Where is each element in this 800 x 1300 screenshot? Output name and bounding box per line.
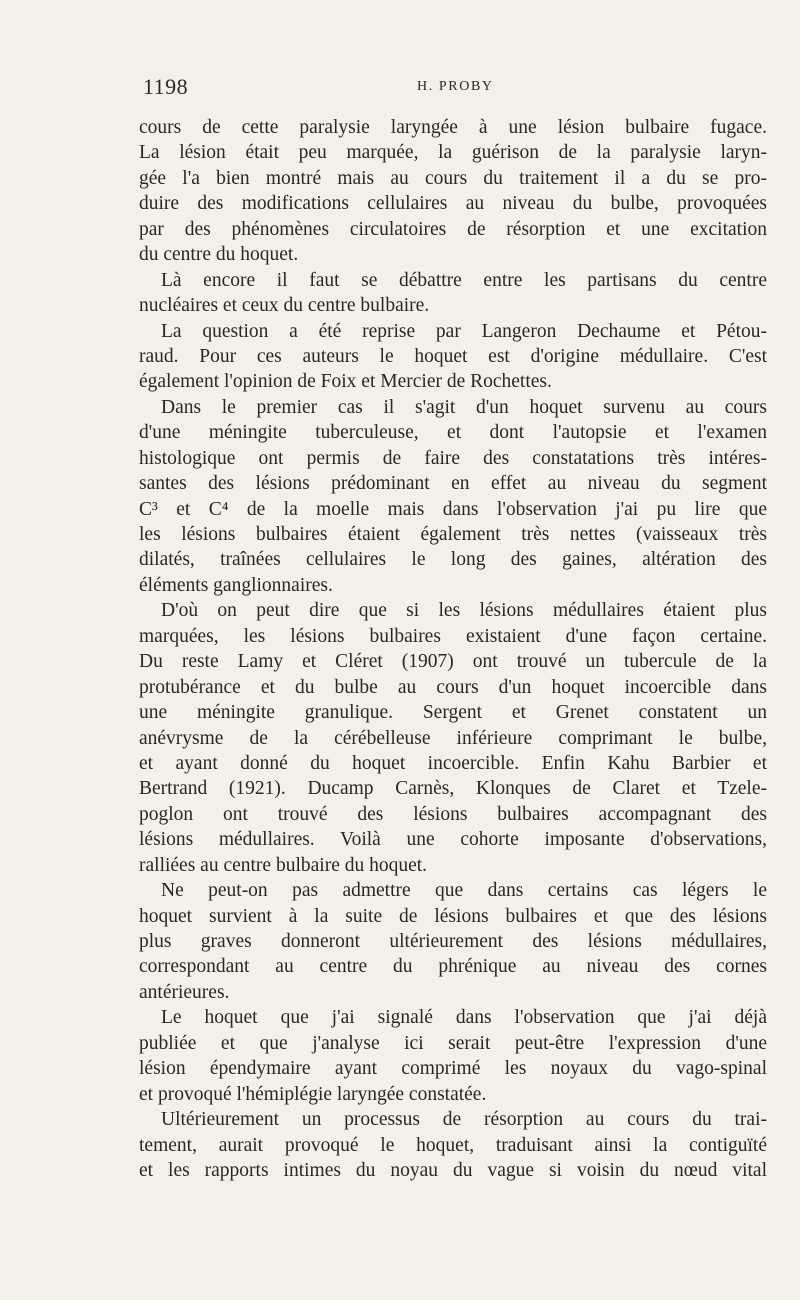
text-line: correspondant au centre du phrénique au niveau des cornes xyxy=(139,956,767,978)
running-head: H. PROBY xyxy=(417,79,494,94)
text-line: nucléaires et ceux du centre bulbaire. xyxy=(139,295,430,317)
paragraph xyxy=(139,1107,767,1183)
text-line: éléments ganglionnaires. xyxy=(139,574,333,596)
text-line: du centre du hoquet. xyxy=(139,244,299,266)
text-line: lésion épendymaire ayant comprimé les noyaux du vago-spinal xyxy=(139,1058,767,1080)
text-line: les lésions bulbaires étaient également très nettes (vaisseaux très xyxy=(139,524,767,545)
text-line: poglon ont trouvé des lésions bulbaires accompagnant des xyxy=(139,803,767,825)
text-line: raud. Pour ces auteurs le hoquet est d'origine médullaire. C'est xyxy=(139,345,767,367)
text-line: Du reste Lamy et Cléret (1907) ont trouvé un tubercule de la xyxy=(139,651,767,673)
text-line: La question a été reprise par Langeron Dechaume et Pétou- xyxy=(161,320,767,342)
text-line: cours de cette paralysie laryngée à une lésion bulbaire fugace. xyxy=(139,117,767,138)
paragraph xyxy=(139,598,767,878)
text-line: anévrysme de la cérébelleuse inférieure comprimant le bulbe, xyxy=(139,727,767,749)
text-line: et provoqué l'hémiplégie laryngée constatée. xyxy=(139,1083,487,1105)
body-text xyxy=(139,115,767,1183)
page-number: 1198 xyxy=(143,74,189,99)
paragraph xyxy=(139,878,767,1005)
text-line: histologique ont permis de faire des constatations très intéres- xyxy=(139,447,767,469)
text-line: par des phénomènes circulatoires de résorption et une excitation xyxy=(139,218,767,240)
page-header xyxy=(143,74,765,104)
text-line: et les rapports intimes du noyau du vague si voisin du nœud vital xyxy=(139,1159,767,1181)
text-line: C³ et C⁴ de la moelle mais dans l'observation j'ai pu lire que xyxy=(139,498,767,520)
text-line: santes des lésions prédominant en effet au niveau du segment xyxy=(139,473,767,495)
text-line: D'où on peut dire que si les lésions médullaires étaient plus xyxy=(161,600,767,622)
paragraph xyxy=(139,115,767,268)
text-line: protubérance et du bulbe au cours d'un hoquet incoercible dans xyxy=(139,676,767,698)
paragraph xyxy=(139,1005,767,1107)
text-line: une méningite granulique. Sergent et Grenet constatent un xyxy=(139,702,767,724)
text-line: publiée et que j'analyse ici serait peut-être l'expression d'une xyxy=(139,1032,767,1054)
text-line: duire des modifications cellulaires au niveau du bulbe, provoquées xyxy=(139,193,767,215)
text-line: également l'opinion de Foix et Mercier de Rochettes. xyxy=(139,371,552,393)
paragraph xyxy=(139,395,767,599)
text-line: ralliées au centre bulbaire du hoquet. xyxy=(139,854,428,876)
text-line: lésions médullaires. Voilà une cohorte imposante d'observations, xyxy=(139,829,767,851)
text-line: Là encore il faut se débattre entre les partisans du centre xyxy=(161,269,767,291)
paragraph xyxy=(139,268,767,319)
paragraph xyxy=(139,319,767,395)
text-line: hoquet survient à la suite de lésions bulbaires et que des lésions xyxy=(139,905,767,927)
text-line: Dans le premier cas il s'agit d'un hoquet survenu au cours xyxy=(161,396,767,418)
text-line: plus graves donneront ultérieurement des lésions médullaires, xyxy=(139,931,767,952)
text-line: Le hoquet que j'ai signalé dans l'observation que j'ai déjà xyxy=(161,1007,767,1029)
text-line: dilatés, traînées cellulaires le long des gaines, altération des xyxy=(139,549,767,571)
text-line: Ne peut-on pas admettre que dans certains cas légers le xyxy=(161,880,767,902)
text-line: antérieures. xyxy=(139,981,230,1003)
text-line: tement, aurait provoqué le hoquet, traduisant ainsi la contiguïté xyxy=(139,1134,767,1156)
text-line: marquées, les lésions bulbaires existaient d'une façon certaine. xyxy=(139,625,767,647)
text-line: et ayant donné du hoquet incoercible. Enfin Kahu Barbier et xyxy=(139,752,767,774)
text-line: d'une méningite tuberculeuse, et dont l'autopsie et l'examen xyxy=(139,422,767,444)
text-line: Bertrand (1921). Ducamp Carnès, Klonques de Claret et Tzele- xyxy=(139,778,767,800)
text-line: gée l'a bien montré mais au cours du traitement il a du se pro- xyxy=(139,167,767,189)
text-line: La lésion était peu marquée, la guérison de la paralysie laryn- xyxy=(139,142,767,164)
text-line: Ultérieurement un processus de résorption au cours du trai- xyxy=(161,1109,767,1131)
